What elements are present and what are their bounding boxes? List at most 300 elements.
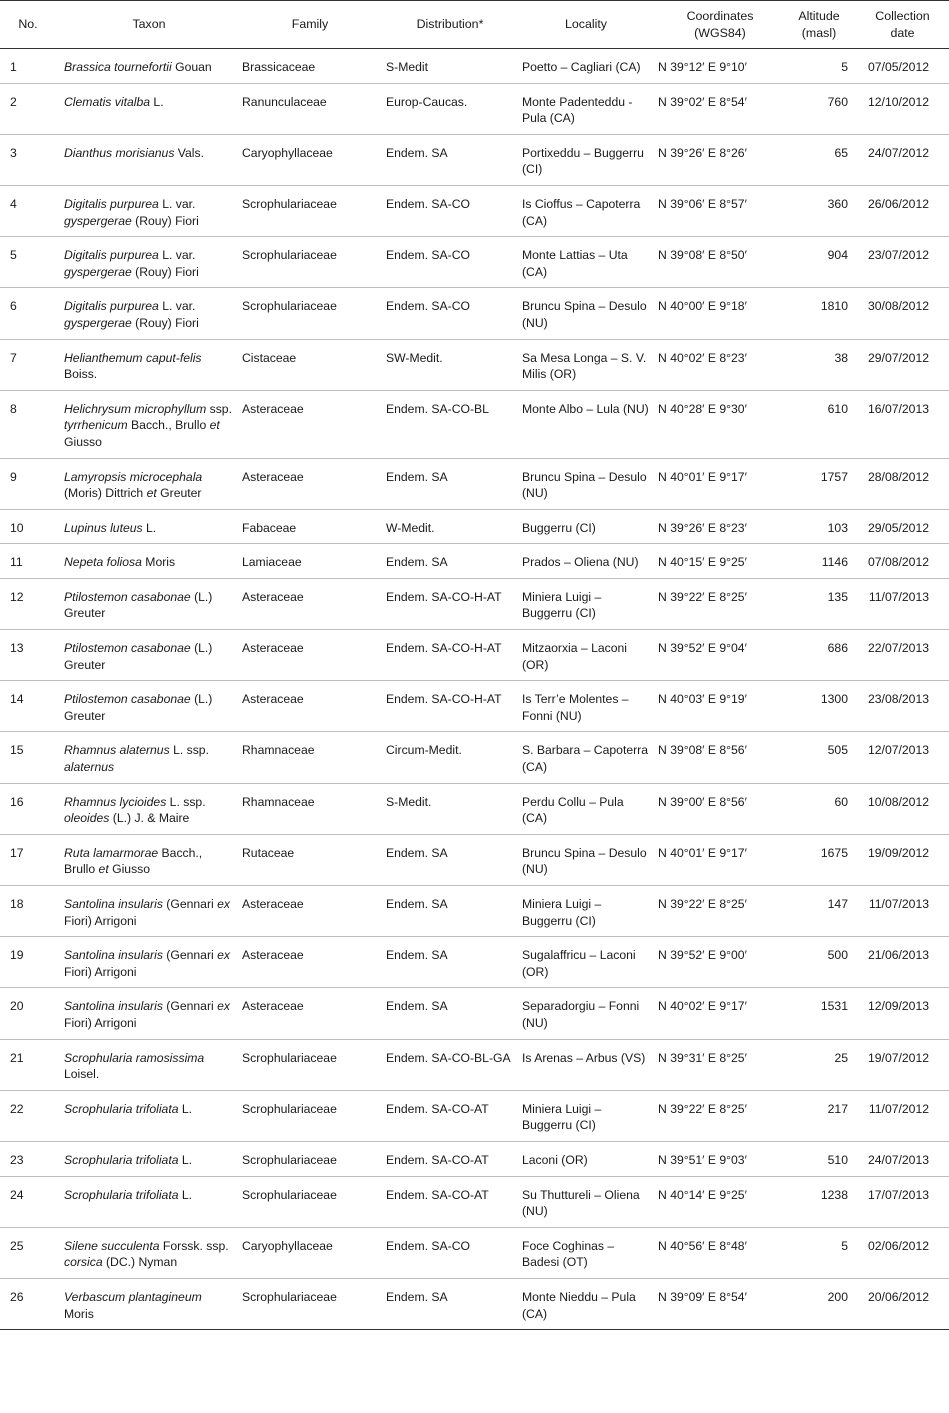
taxon-part: Fiori) Arrigoni [64, 913, 137, 928]
taxon-part: Forssk. ssp. [159, 1238, 229, 1253]
cell-family: Asteraceae [242, 469, 304, 484]
cell-taxon [60, 134, 238, 185]
cell-collection-date: 26/06/2012 [868, 196, 929, 211]
table-row [0, 937, 949, 988]
taxon-part: Santolina insularis [64, 948, 163, 963]
cell-coordinates: N 40°14′ E 9°25′ [658, 1187, 747, 1202]
cell-no: 5 [10, 248, 17, 263]
cell-coordinates: N 39°26′ E 8°26′ [658, 145, 747, 160]
cell-no: 25 [10, 1238, 24, 1253]
cell-collection-date: 23/07/2012 [868, 248, 929, 263]
cell-taxon [60, 578, 238, 629]
cell-collection-date: 16/07/2013 [868, 401, 929, 416]
cell-collection-date: 29/05/2012 [868, 520, 929, 535]
table-header [0, 1, 949, 49]
cell-distribution: S-Medit. [386, 794, 432, 809]
cell-no: 6 [10, 299, 17, 314]
cell-altitude: 760 [827, 94, 848, 109]
table-body [0, 49, 949, 1330]
cell-taxon [60, 83, 238, 134]
header-distribution: Distribution* [382, 1, 518, 49]
taxon-part: Ptilostemon casabonae [64, 641, 191, 656]
cell-no: 23 [10, 1152, 24, 1167]
cell-altitude: 510 [827, 1152, 848, 1167]
cell-taxon [60, 339, 238, 390]
cell-taxon [60, 509, 238, 544]
cell-altitude: 60 [834, 794, 848, 809]
taxon-part: gyspergerae [64, 213, 132, 228]
cell-collection-date: 12/10/2012 [868, 94, 929, 109]
taxon-part: Ptilostemon casabonae [64, 589, 191, 604]
cell-locality: Monte Albo – Lula (NU) [522, 401, 649, 416]
taxon-part: Loisel. [64, 1067, 100, 1082]
cell-taxon [60, 1227, 238, 1278]
cell-altitude: 1238 [820, 1187, 848, 1202]
cell-distribution: Endem. SA [386, 145, 448, 160]
taxon-part: Fiori) Arrigoni [64, 964, 137, 979]
cell-locality: Is Cioffus – Capoterra (CA) [522, 196, 641, 228]
cell-coordinates: N 40°01′ E 9°17′ [658, 469, 747, 484]
cell-altitude: 200 [827, 1289, 848, 1304]
taxon-part: L. [142, 520, 157, 535]
taxon-part: Vals. [174, 145, 204, 160]
cell-collection-date: 19/07/2012 [868, 1050, 929, 1065]
cell-no: 4 [10, 196, 17, 211]
cell-coordinates: N 40°02′ E 9°17′ [658, 999, 747, 1014]
cell-distribution: Circum-Medit. [386, 743, 462, 758]
cell-collection-date: 11/07/2013 [868, 589, 929, 604]
taxon-part: Scrophularia trifoliata [64, 1101, 179, 1116]
table-row [0, 185, 949, 236]
cell-family: Caryophyllaceae [242, 145, 333, 160]
cell-distribution: Endem. SA [386, 999, 448, 1014]
cell-coordinates: N 40°28′ E 9°30′ [658, 401, 747, 416]
cell-altitude: 904 [827, 248, 848, 263]
cell-taxon [60, 1141, 238, 1176]
cell-no: 15 [10, 743, 24, 758]
taxon-part: (L.) Greuter [64, 589, 213, 621]
cell-locality: Foce Coghinas – Badesi (OT) [522, 1238, 615, 1270]
cell-family: Brassicaceae [242, 60, 316, 74]
taxon-part: Digitalis purpurea [64, 248, 159, 263]
cell-collection-date: 11/07/2012 [868, 1101, 929, 1116]
cell-locality: Poetto – Cagliari (CA) [522, 60, 641, 74]
taxon-part: Nepeta foliosa [64, 555, 142, 570]
cell-no: 19 [10, 948, 24, 963]
cell-distribution: Endem. SA-CO-H-AT [386, 641, 502, 656]
taxon-part: (Rouy) Fiori [131, 264, 199, 279]
table-row [0, 1039, 949, 1090]
cell-family: Scrophulariaceae [242, 1050, 337, 1065]
cell-coordinates: N 39°08′ E 8°56′ [658, 743, 747, 758]
taxon-part: Boiss. [64, 367, 98, 382]
taxon-part: (L.) J. & Maire [109, 811, 190, 826]
taxon-part: Lupinus luteus [64, 520, 143, 535]
cell-no: 14 [10, 692, 24, 707]
cell-taxon [60, 237, 238, 288]
taxon-part: Scrophularia trifoliata [64, 1152, 179, 1167]
cell-no: 11 [10, 555, 23, 570]
taxon-part: Giusso [64, 434, 102, 449]
header-taxon: Taxon [60, 1, 238, 49]
header-coordinates [654, 1, 786, 49]
cell-collection-date: 10/08/2012 [868, 794, 929, 809]
cell-family: Scrophulariaceae [242, 1289, 337, 1304]
cell-collection-date: 07/05/2012 [868, 60, 929, 74]
taxon-part: L. [178, 1187, 193, 1202]
cell-no: 3 [10, 145, 17, 160]
table-row [0, 732, 949, 783]
cell-coordinates: N 39°02′ E 8°54′ [658, 94, 747, 109]
cell-distribution: Endem. SA-CO [386, 248, 470, 263]
taxon-part: (Gennari [162, 948, 218, 963]
cell-locality: Bruncu Spina – Desulo (NU) [522, 469, 647, 501]
cell-taxon [60, 988, 238, 1039]
cell-distribution: Endem. SA-CO-AT [386, 1152, 489, 1167]
cell-coordinates: N 39°06′ E 8°57′ [658, 196, 747, 211]
cell-taxon [60, 834, 238, 885]
taxon-part: Digitalis purpurea [64, 196, 159, 211]
taxon-part: oleoides [64, 811, 110, 826]
cell-locality: Sa Mesa Longa – S. V. Milis (OR) [522, 350, 647, 382]
cell-altitude: 360 [827, 196, 848, 211]
cell-locality: S. Barbara – Capoterra (CA) [522, 743, 649, 775]
table-row [0, 886, 949, 937]
taxon-part: et [98, 862, 109, 877]
cell-family: Asteraceae [242, 692, 304, 707]
cell-taxon [60, 732, 238, 783]
cell-coordinates: N 40°56′ E 8°48′ [658, 1238, 747, 1253]
cell-taxon [60, 630, 238, 681]
cell-no: 1 [10, 60, 17, 74]
cell-coordinates: N 39°51′ E 9°03′ [658, 1152, 747, 1167]
cell-distribution: SW-Medit. [386, 350, 443, 365]
taxon-part: gyspergerae [64, 315, 132, 330]
cell-locality: Portixeddu – Buggerru (CI) [522, 145, 644, 177]
header-altitude-line2: (masl) [801, 25, 837, 40]
cell-family: Scrophulariaceae [242, 248, 337, 263]
table-row [0, 630, 949, 681]
cell-family: Asteraceae [242, 641, 304, 656]
taxon-part: L. [178, 1152, 193, 1167]
cell-taxon [60, 1278, 238, 1329]
cell-locality: Monte Padenteddu - Pula (CA) [522, 94, 633, 126]
cell-no: 13 [10, 641, 24, 656]
cell-taxon [60, 185, 238, 236]
cell-locality: Prados – Oliena (NU) [522, 555, 639, 570]
taxon-part: Moris [141, 555, 176, 570]
cell-locality: Bruncu Spina – Desulo (NU) [522, 299, 647, 330]
cell-locality: Monte Nieddu – Pula (CA) [522, 1289, 636, 1321]
cell-coordinates: N 39°12′ E 9°10′ [658, 60, 747, 74]
cell-coordinates: N 40°01′ E 9°17′ [658, 845, 747, 860]
table-row [0, 783, 949, 834]
cell-no: 22 [10, 1101, 24, 1116]
taxon-part: L. [178, 1101, 193, 1116]
cell-no: 16 [10, 794, 24, 809]
cell-collection-date: 11/07/2013 [868, 897, 929, 911]
cell-locality: Sugalaffricu – Laconi (OR) [522, 948, 636, 979]
taxon-part: Giusso [108, 862, 151, 877]
cell-distribution: Europ-Caucas. [386, 94, 468, 109]
cell-altitude: 500 [827, 948, 848, 963]
taxon-part: Greuter [156, 486, 202, 501]
cell-locality: Is Terr’e Molentes – Fonni (NU) [522, 692, 629, 723]
cell-distribution: Endem. SA-CO [386, 1238, 470, 1253]
taxon-part: L. var. [158, 248, 196, 263]
header-coordinates-line2: (WGS84) [694, 25, 746, 40]
table-row [0, 237, 949, 288]
cell-no: 9 [10, 469, 17, 484]
table-row [0, 83, 949, 134]
cell-locality: Miniera Luigi – Buggerru (CI) [522, 1101, 602, 1133]
taxon-part: Santolina insularis [64, 897, 163, 911]
taxon-part: L. ssp. [169, 743, 209, 758]
taxon-part: Bacch., Brullo [127, 418, 210, 433]
cell-family: Rhamnaceae [242, 794, 315, 809]
taxon-part: Ruta lamarmorae [64, 845, 159, 860]
cell-family: Caryophyllaceae [242, 1238, 333, 1253]
taxon-part: L. var. [158, 299, 196, 314]
cell-collection-date: 30/08/2012 [868, 299, 929, 314]
table-row [0, 49, 949, 84]
cell-no: 21 [10, 1050, 24, 1065]
cell-coordinates: N 39°52′ E 9°04′ [658, 641, 747, 656]
taxon-part: Moris [64, 1306, 94, 1321]
table-row [0, 834, 949, 885]
taxon-part: Clematis vitalba [64, 94, 151, 109]
cell-family: Scrophulariaceae [242, 1152, 337, 1167]
cell-family: Lamiaceae [242, 555, 302, 570]
header-date-line2: date [890, 25, 915, 40]
taxon-part: Bacch., Brullo [64, 845, 203, 877]
cell-collection-date: 21/06/2013 [868, 948, 929, 963]
cell-altitude: 1146 [821, 555, 848, 570]
cell-locality: Su Thuttureli – Oliena (NU) [522, 1187, 640, 1219]
cell-distribution: Endem. SA-CO-H-AT [386, 589, 502, 604]
cell-distribution: Endem. SA [386, 948, 448, 963]
taxon-part: et [209, 418, 220, 433]
taxon-part: (Gennari [162, 897, 218, 911]
cell-coordinates: N 39°00′ E 8°56′ [658, 794, 747, 809]
cell-distribution: W-Medit. [386, 520, 435, 535]
cell-coordinates: N 39°08′ E 8°50′ [658, 248, 747, 263]
cell-altitude: 135 [827, 589, 848, 604]
taxon-part: Silene succulenta [64, 1238, 160, 1253]
taxon-part: ex [217, 897, 230, 911]
cell-altitude: 1757 [820, 469, 848, 484]
taxon-part: ssp. [206, 401, 232, 416]
table-row [0, 288, 949, 339]
cell-taxon [60, 783, 238, 834]
cell-altitude: 217 [827, 1101, 848, 1116]
cell-coordinates: N 39°26′ E 8°23′ [658, 520, 747, 535]
cell-locality: Miniera Luigi – Buggerru (CI) [522, 897, 602, 928]
cell-altitude: 1810 [820, 299, 848, 314]
taxon-part: Gouan [171, 60, 212, 74]
table-row [0, 1227, 949, 1278]
taxon-part: Brassica tournefortii [64, 60, 172, 74]
cell-family: Asteraceae [242, 948, 304, 963]
cell-distribution: Endem. SA-CO-AT [386, 1187, 489, 1202]
cell-collection-date: 20/06/2012 [868, 1289, 929, 1304]
cell-taxon [60, 1090, 238, 1141]
cell-coordinates: N 39°31′ E 8°25′ [658, 1050, 747, 1065]
taxon-part: gyspergerae [64, 264, 132, 279]
taxon-part: corsica [64, 1255, 103, 1270]
cell-taxon [60, 390, 238, 458]
cell-family: Scrophulariaceae [242, 196, 337, 211]
cell-distribution: Endem. SA-CO-AT [386, 1101, 489, 1116]
taxon-part: (L.) Greuter [64, 641, 213, 672]
cell-collection-date: 29/07/2012 [868, 350, 929, 365]
header-row [0, 1, 949, 49]
cell-collection-date: 28/08/2012 [868, 469, 929, 484]
cell-collection-date: 07/08/2012 [868, 555, 929, 570]
cell-distribution: Endem. SA [386, 555, 448, 570]
cell-locality: Monte Lattias – Uta (CA) [522, 248, 628, 279]
cell-locality: Separadorgiu – Fonni (NU) [522, 999, 640, 1030]
cell-no: 2 [10, 94, 17, 109]
table-row [0, 1278, 949, 1329]
cell-coordinates: N 39°09′ E 8°54′ [658, 1289, 747, 1304]
cell-taxon [60, 544, 238, 579]
cell-coordinates: N 40°02′ E 8°23′ [658, 350, 747, 365]
cell-altitude: 38 [834, 350, 848, 365]
cell-altitude: 1675 [820, 845, 848, 860]
cell-no: 7 [10, 350, 17, 365]
cell-locality: Miniera Luigi – Buggerru (CI) [522, 589, 602, 621]
taxon-part: (Rouy) Fiori [131, 213, 199, 228]
cell-coordinates: N 40°15′ E 9°25′ [658, 555, 747, 570]
taxon-part: Rhamnus lycioides [64, 794, 167, 809]
cell-collection-date: 02/06/2012 [868, 1238, 929, 1253]
cell-family: Asteraceae [242, 999, 304, 1014]
cell-collection-date: 12/09/2013 [868, 999, 929, 1014]
cell-altitude: 1300 [820, 692, 848, 707]
cell-no: 18 [10, 897, 24, 911]
cell-taxon [60, 937, 238, 988]
cell-family: Scrophulariaceae [242, 1101, 337, 1116]
taxon-part: L. [150, 94, 164, 109]
taxon-part: (DC.) Nyman [102, 1255, 178, 1270]
taxon-part: Verbascum plantagineum [64, 1289, 202, 1304]
cell-locality: Bruncu Spina – Desulo (NU) [522, 845, 647, 877]
cell-altitude: 505 [827, 743, 848, 758]
cell-altitude: 5 [841, 1238, 848, 1253]
cell-coordinates: N 39°22′ E 8°25′ [658, 897, 747, 911]
taxon-part: Fiori) Arrigoni [64, 1015, 137, 1030]
cell-family: Rhamnaceae [242, 743, 315, 758]
cell-altitude: 103 [827, 520, 848, 535]
cell-distribution: Endem. SA [386, 897, 448, 911]
cell-distribution: Endem. SA-CO-BL [386, 401, 489, 416]
cell-coordinates: N 39°52′ E 9°00′ [658, 948, 747, 963]
header-collection-date [854, 1, 949, 49]
header-coordinates-line1: Coordinates [686, 8, 754, 23]
cell-locality: Buggerru (CI) [522, 520, 596, 535]
table-row [0, 1176, 949, 1227]
cell-altitude: 1531 [820, 999, 848, 1014]
cell-distribution: Endem. SA-CO-BL-GA [386, 1050, 511, 1065]
table-row [0, 134, 949, 185]
table-row [0, 1141, 949, 1176]
cell-distribution: Endem. SA-CO-H-AT [386, 692, 502, 707]
taxon-part: L. var. [158, 196, 196, 211]
header-altitude-line1: Altitude [798, 8, 840, 23]
taxon-part: Rhamnus alaternus [64, 743, 170, 758]
cell-taxon [60, 288, 238, 339]
cell-altitude: 65 [834, 145, 848, 160]
cell-no: 24 [10, 1187, 24, 1202]
cell-taxon [60, 1176, 238, 1227]
taxon-part: (Moris) Dittrich [64, 486, 147, 501]
cell-coordinates: N 40°00′ E 9°18′ [658, 299, 747, 314]
cell-family: Asteraceae [242, 401, 304, 416]
cell-locality: Laconi (OR) [522, 1152, 588, 1167]
table-row [0, 681, 949, 732]
cell-coordinates: N 39°22′ E 8°25′ [658, 1101, 747, 1116]
table-row [0, 988, 949, 1039]
taxon-part: (Gennari [162, 999, 218, 1014]
table-row [0, 1090, 949, 1141]
taxon-part: Helianthemum caput-felis [64, 350, 202, 365]
taxon-part: ex [217, 999, 230, 1014]
taxon-part: (L.) Greuter [64, 692, 213, 723]
cell-collection-date: 22/07/2013 [868, 641, 929, 656]
cell-locality: Perdu Collu – Pula (CA) [522, 794, 624, 826]
taxon-part: L. ssp. [166, 794, 206, 809]
cell-no: 12 [10, 589, 24, 604]
cell-distribution: Endem. SA-CO [386, 196, 470, 211]
taxon-part: ex [217, 948, 230, 963]
taxon-part: Dianthus morisianus [64, 145, 175, 160]
cell-family: Rutaceae [242, 845, 295, 860]
cell-taxon [60, 1039, 238, 1090]
cell-no: 10 [10, 520, 24, 535]
table-row [0, 544, 949, 579]
cell-family: Ranunculaceae [242, 94, 327, 109]
cell-taxon [60, 681, 238, 732]
taxon-part: alaternus [64, 760, 115, 775]
header-date-line1: Collection [875, 8, 930, 23]
cell-family: Asteraceae [242, 589, 304, 604]
taxon-part: Digitalis purpurea [64, 299, 159, 314]
cell-altitude: 147 [827, 897, 848, 911]
cell-collection-date: 24/07/2013 [868, 1152, 929, 1167]
cell-altitude: 5 [841, 60, 848, 74]
taxon-part: (Rouy) Fiori [131, 315, 199, 330]
taxon-part: Lamyropsis microcephala [64, 469, 203, 484]
taxon-part: Scrophularia ramosissima [64, 1050, 205, 1065]
taxon-part: Helichrysum microphyllum [64, 401, 207, 416]
cell-family: Cistaceae [242, 350, 297, 365]
cell-collection-date: 12/07/2013 [868, 743, 929, 758]
header-family: Family [238, 1, 382, 49]
table-row [0, 509, 949, 544]
taxon-part: Scrophularia trifoliata [64, 1187, 179, 1202]
cell-coordinates: N 39°22′ E 8°25′ [658, 589, 747, 604]
cell-altitude: 25 [834, 1050, 848, 1065]
cell-distribution: Endem. SA-CO [386, 299, 470, 314]
taxon-part: Ptilostemon casabonae [64, 692, 191, 707]
cell-distribution: Endem. SA [386, 845, 448, 860]
cell-distribution: Endem. SA [386, 1289, 448, 1304]
cell-altitude: 686 [827, 641, 848, 656]
header-no: No. [0, 1, 60, 49]
cell-collection-date: 17/07/2013 [868, 1187, 929, 1202]
cell-family: Asteraceae [242, 897, 304, 911]
